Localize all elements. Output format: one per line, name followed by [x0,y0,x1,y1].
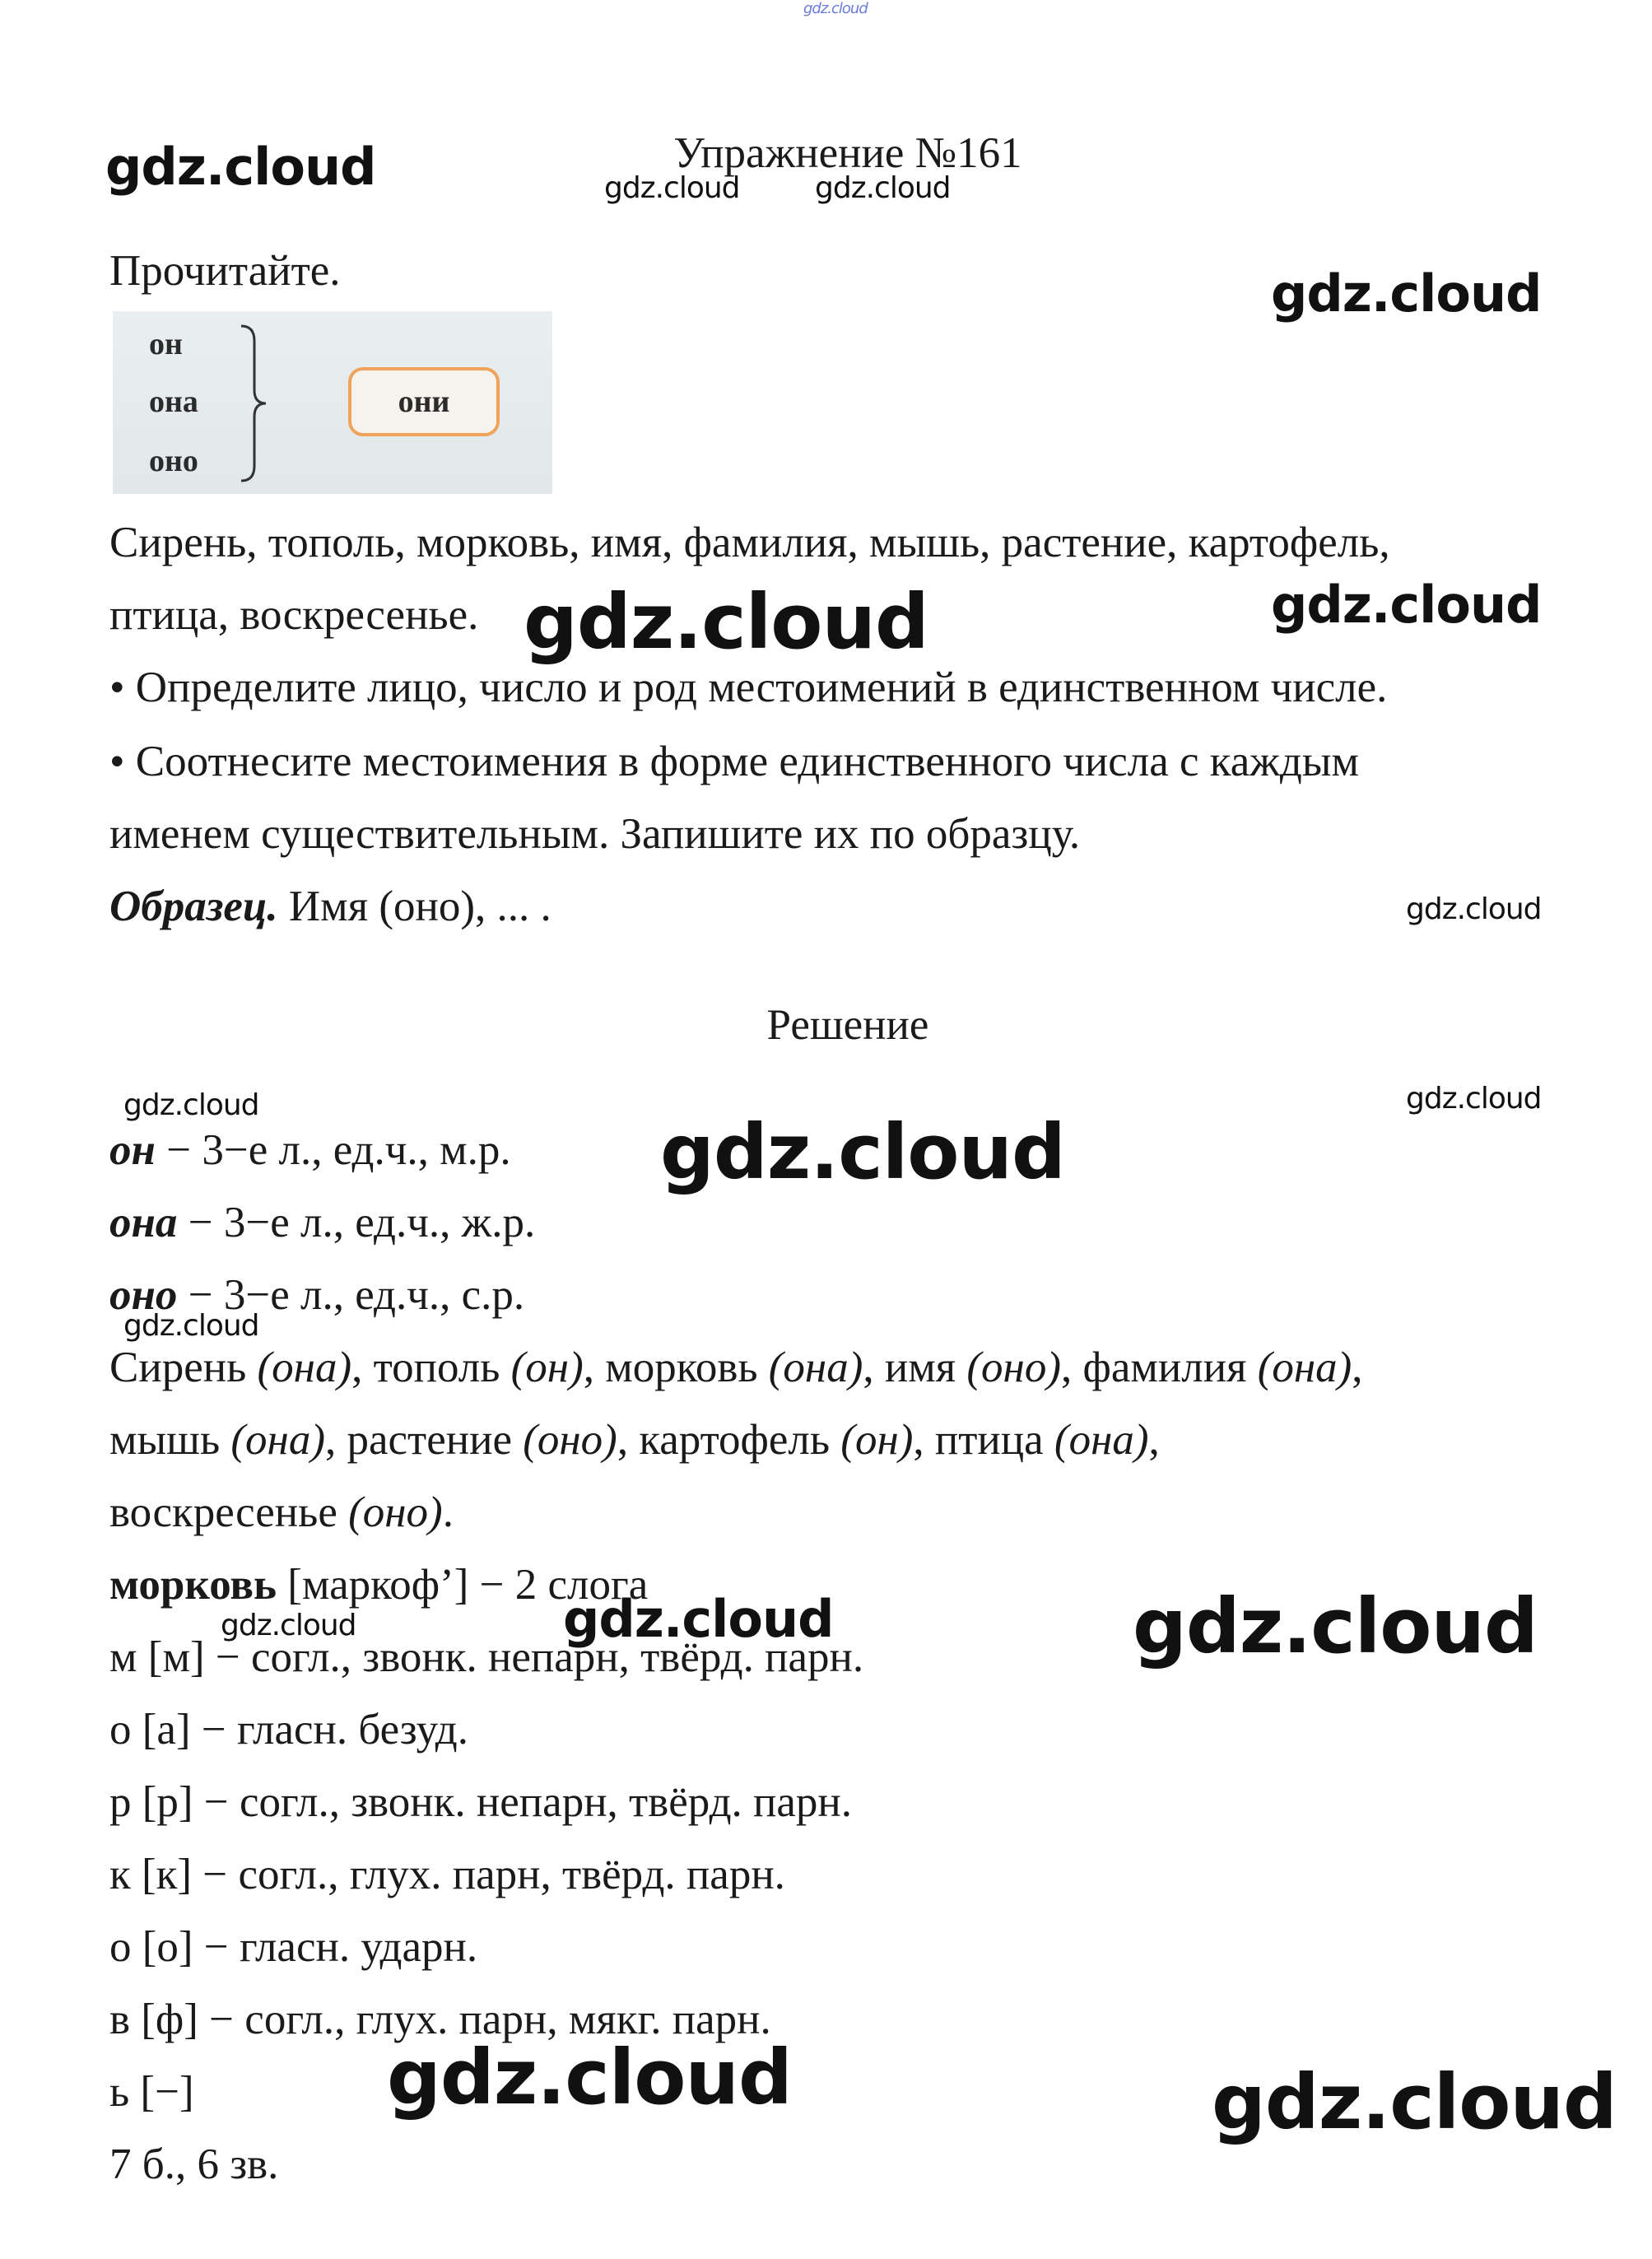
letter-row: м [м] − согл., звонк. непарн, твёрд. парн. [109,1633,864,1681]
letter-row: р [р] − согл., звонк. непарн, твёрд. парн. [109,1778,853,1826]
pronoun-word: оно [109,1271,178,1319]
pair-pronoun: (она) [768,1344,863,1391]
pair-pronoun: (оно) [348,1488,443,1536]
pair-text: , тополь [351,1344,511,1391]
watermark: gdz.cloud [660,1108,1065,1196]
words-line-1: Сирень, тополь, морковь, имя, фамилия, мышь, растение, картофель, [109,519,1390,566]
pair-text: , растение [324,1416,524,1464]
bullet-2-line-2: именем существительным. Запишите их по образцу. [109,810,1081,858]
watermark: gdz.cloud [1271,575,1542,635]
pair-pronoun: (он) [510,1344,584,1391]
watermark: gdz.cloud [563,1589,834,1649]
pronoun-on: он [149,327,183,361]
phonetic-word: морковь [109,1561,277,1609]
watermark: gdz.cloud [1271,263,1542,324]
watermark: gdz.cloud [105,137,376,197]
watermark: gdz.cloud [1212,2058,1617,2146]
pair-text: Сирень [109,1344,258,1391]
letter-row: о [о] − гласн. ударн. [109,1923,478,1971]
pair-text: , имя [863,1344,967,1391]
bullet-2-line-1: • Соотнесите местоимения в форме единственного числа с каждым [109,738,1360,785]
watermark: gdz.cloud [123,1309,259,1343]
letter-row: ь [−] [109,2068,194,2116]
pronoun-row-on [109,1125,511,1176]
sample-text: Имя (оно), ... . [277,883,551,930]
pronoun-ono: оно [149,444,198,478]
watermark: gdz.cloud [1133,1582,1538,1670]
pairs-line-3 [109,1487,454,1538]
pair-pronoun: (он) [840,1416,914,1464]
pair-text: , картофель [617,1416,841,1464]
pair-pronoun: (она) [230,1416,325,1464]
pair-text: , [1352,1344,1363,1391]
watermark-tiny: gdz.cloud [803,0,868,17]
pair-text: . [442,1488,454,1536]
pair-pronoun: (оно) [523,1416,617,1464]
pronoun-row-ona [109,1197,535,1248]
watermark: gdz.cloud [1406,1082,1542,1116]
pronoun-desc: − 3−е л., ед.ч., м.р. [155,1126,511,1174]
letter-row: к [к] − согл., глух. парн, твёрд. парн. [109,1851,785,1898]
watermark: gdz.cloud [221,1609,356,1642]
bullet-1: • Определите лицо, число и род местоимений в единственном числе. [109,664,1388,711]
pair-pronoun: (она) [257,1344,352,1391]
watermark: gdz.cloud [387,2033,792,2122]
words-line-2: птица, воскресенье. [109,591,479,639]
page-title: Упражнение №161 [673,129,1022,177]
pronoun-word: он [109,1126,156,1174]
pairs-line-1 [109,1342,1363,1393]
pair-text: воскресенье [109,1488,349,1536]
phonetic-transcription: [маркоф’] − 2 слога [277,1561,649,1609]
sample-line [109,881,551,932]
pair-text: , [1148,1416,1160,1464]
pair-text: , птица [913,1416,1054,1464]
watermark: gdz.cloud [815,171,951,205]
read-prompt: Прочитайте. [109,247,341,295]
watermark: gdz.cloud [524,578,928,666]
pronoun-ona: она [149,384,198,419]
pronoun-oni: они [348,367,500,436]
curly-brace-icon [238,323,271,484]
solution-heading: Решение [766,1001,929,1049]
pair-pronoun: (оно) [966,1344,1061,1391]
pair-text: , фамилия [1060,1344,1258,1391]
pair-text: , морковь [583,1344,769,1391]
pairs-line-2 [109,1414,1160,1465]
summary-line: 7 б., 6 зв. [109,2140,279,2188]
watermark: gdz.cloud [1406,892,1542,926]
pronoun-picture [113,311,552,494]
pronoun-desc: − 3−е л., ед.ч., ж.р. [177,1199,536,1246]
letter-row: в [ф] − согл., глух. парн, мякг. парн. [109,1996,771,2043]
letter-row: о [а] − гласн. безуд. [109,1706,469,1754]
pair-pronoun: (она) [1054,1416,1149,1464]
sample-label: Образец. [109,883,278,930]
watermark: gdz.cloud [123,1088,259,1122]
watermark: gdz.cloud [604,171,740,205]
pair-text: мышь [109,1416,231,1464]
pair-pronoun: (она) [1257,1344,1352,1391]
pronoun-desc: − 3−е л., ед.ч., с.р. [177,1271,525,1319]
pronoun-word: она [109,1199,178,1246]
